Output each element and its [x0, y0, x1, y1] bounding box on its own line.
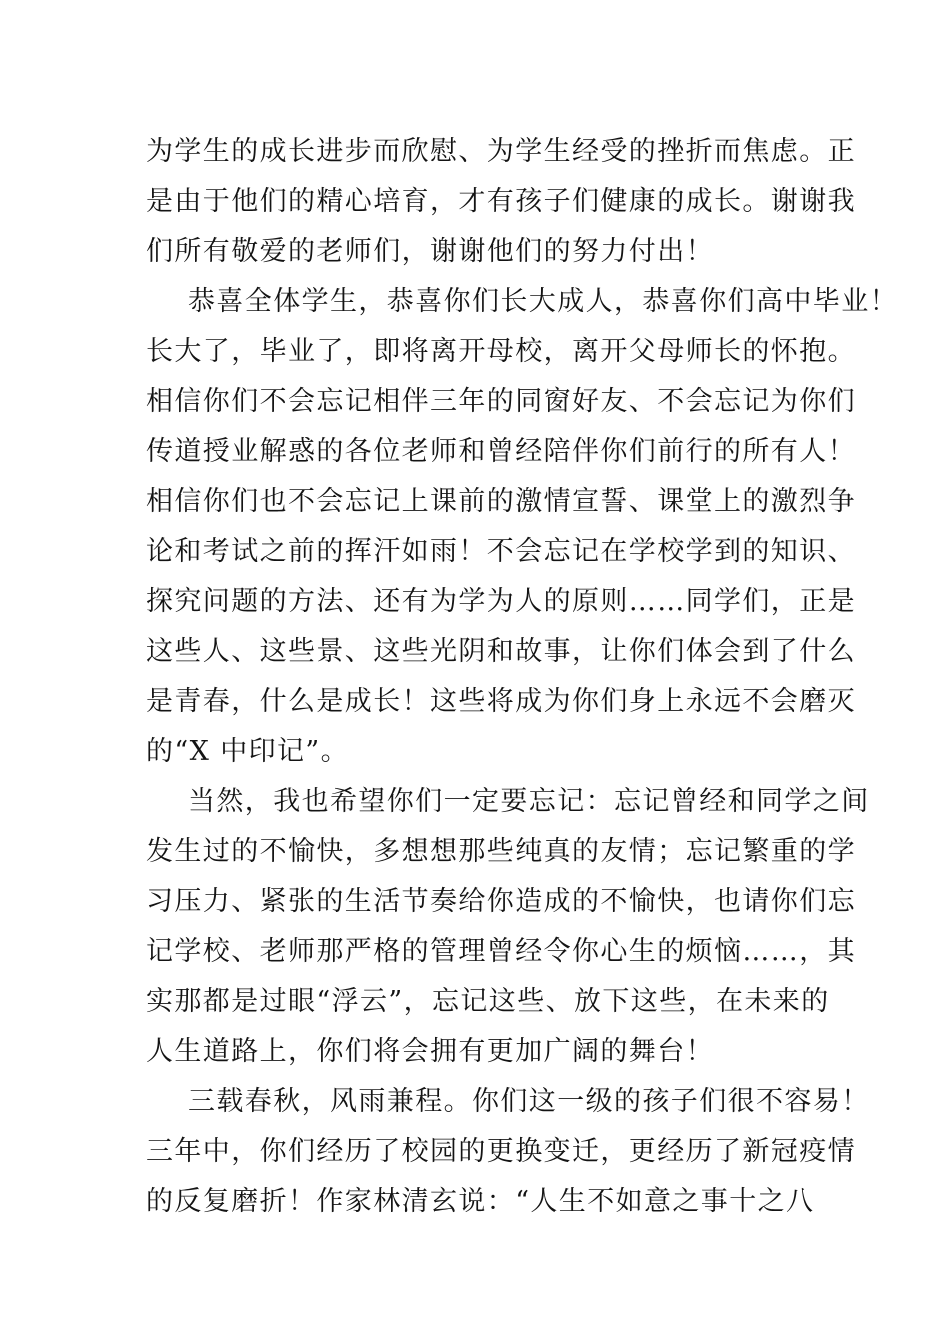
text-line: 相信你们不会忘记相伴三年的同窗好友、不会忘记为你们: [146, 386, 856, 417]
text-line: 这些人、这些景、这些光阴和故事，让你们体会到了什么: [146, 636, 856, 667]
text-line: 是由于他们的精心培育，才有孩子们健康的成长。谢谢我: [146, 186, 856, 217]
text-line: 的“X 中印记”。: [146, 736, 350, 767]
text-line: 实那都是过眼“浮云”，忘记这些、放下这些，在未来的: [146, 986, 830, 1017]
text-line: 传道授业解惑的各位老师和曾经陪伴你们前行的所有人！: [146, 436, 856, 467]
text-line: 三年中，你们经历了校园的更换变迁，更经历了新冠疫情: [146, 1136, 856, 1167]
text-line: 的反复磨折！作家林清玄说：“人生不如意之事十之八: [146, 1186, 815, 1217]
text-line: 人生道路上，你们将会拥有更加广阔的舞台！: [146, 1036, 714, 1067]
speech-text: [146, 127, 898, 1227]
text-line: 长大了，毕业了，即将离开母校，离开父母师长的怀抱。: [146, 336, 856, 367]
paragraph-start-line: 恭喜全体学生，恭喜你们长大成人，恭喜你们高中毕业！: [188, 286, 898, 317]
text-line: 相信你们也不会忘记上课前的激情宣誓、课堂上的激烈争: [146, 486, 856, 517]
paragraph-start-line: 三载春秋，风雨兼程。你们这一级的孩子们很不容易！: [188, 1086, 870, 1117]
text-line: 记学校、老师那严格的管理曾经令你心生的烦恼……，其: [146, 936, 856, 967]
text-line: 习压力、紧张的生活节奏给你造成的不愉快，也请你们忘: [146, 886, 856, 917]
paragraph-start-line: 当然，我也希望你们一定要忘记：忘记曾经和同学之间: [188, 786, 870, 817]
text-line: 们所有敬爱的老师们，谢谢他们的努力付出！: [146, 236, 714, 267]
text-line: 发生过的不愉快，多想想那些纯真的友情；忘记繁重的学: [146, 836, 856, 867]
text-line: 是青春，什么是成长！这些将成为你们身上永远不会磨灭: [146, 686, 856, 717]
text-line: 论和考试之前的挥汗如雨！不会忘记在学校学到的知识、: [146, 536, 856, 567]
text-line: 探究问题的方法、还有为学为人的原则……同学们，正是: [146, 586, 856, 617]
text-line: 为学生的成长进步而欣慰、为学生经受的挫折而焦虑。正: [146, 136, 856, 167]
